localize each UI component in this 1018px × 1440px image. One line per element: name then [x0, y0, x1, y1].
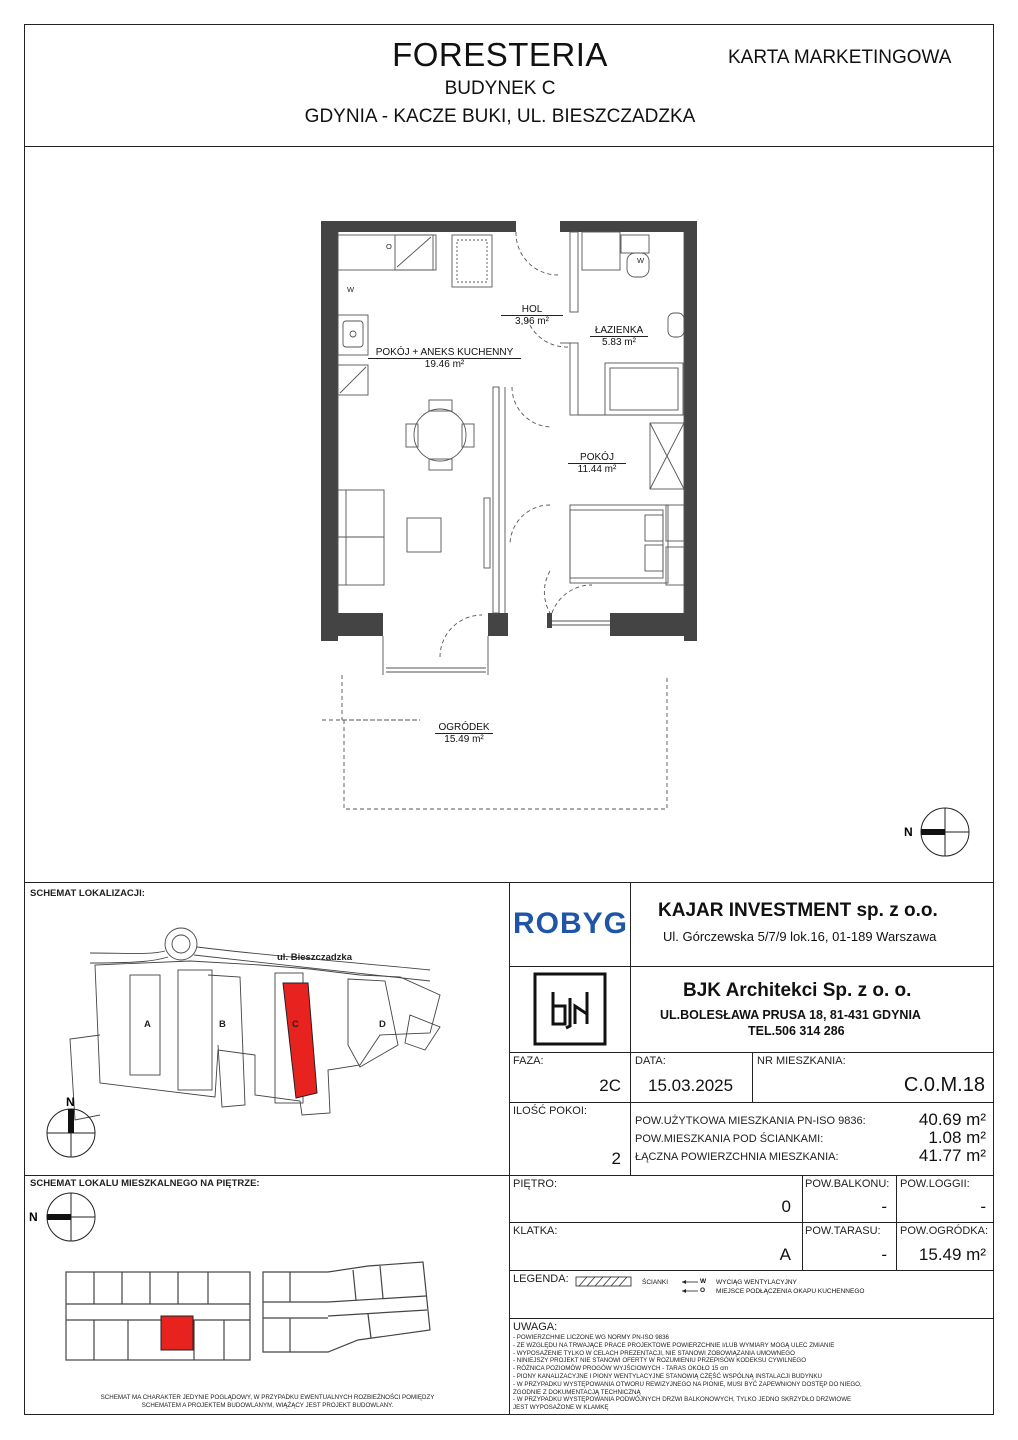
arrow-icon — [680, 1278, 700, 1296]
location-north-label: N — [66, 1095, 75, 1109]
location-compass — [47, 1095, 95, 1157]
building-name: BUDYNEK C — [444, 78, 556, 99]
legend-w-marker: W — [700, 1278, 707, 1285]
floor-north-label: N — [29, 1210, 38, 1224]
remark-line: - W PRZYPADKU WYSTĘPOWANIA OTWORU REWIZYJNEGO NA PIONIE, MUSI BYĆ ZAPEWNIONY DOSTĘP DO NIEGO, — [513, 1380, 862, 1388]
remarks-title: UWAGA: — [513, 1321, 558, 1333]
door-swings — [322, 232, 667, 809]
developer-address: Ul. Górczewska 5/7/9 lok.16, 01-189 Warszawa — [663, 929, 937, 944]
remark-line: - RÓŻNICA POZIOMÓW PROGÓW WYJŚCIOWYCH - TARAS OKOŁO 15 cm — [513, 1365, 729, 1373]
room-label-bathroom: ŁAZIENKA 5.83 m² — [590, 325, 648, 348]
remark-line: - PIONY KANALIZACYJNE I PIONY WENTYLACYJNE STANOWIĄ CZĘŚĆ WSPÓLNĄ INSTALACJI BUDYNKU — [513, 1372, 822, 1380]
remarks-list — [513, 1334, 983, 1412]
rooms-count-label: ILOŚĆ POKOI: — [513, 1105, 587, 1117]
legend-walls: ŚCIANKI — [642, 1279, 669, 1286]
loggia-value: - — [980, 1197, 986, 1216]
card-type: KARTA MARKETINGOWA — [728, 47, 952, 68]
plan-compass — [898, 805, 978, 863]
remark-line: - W PRZYPADKU WYSTĘPOWANIA PODWÓJNYCH DRZWI BALKONOWYCH, TYLKO JEDNO SKRZYDŁO DRZWIOWE — [513, 1396, 852, 1404]
remark-line: - POWIERZCHNIE LICZONE WG NORMY PN-ISO 9836 — [513, 1334, 669, 1341]
date-label: DATA: — [635, 1055, 666, 1067]
building-b-label: B — [219, 1019, 226, 1030]
building-c-label: C — [292, 1019, 299, 1030]
garden-area-label: POW.OGRÓDKA: — [900, 1225, 989, 1237]
room-label-garden: OGRÓDEK 15.49 m² — [435, 722, 493, 745]
staircase-label: KLATKA: — [513, 1225, 558, 1237]
o-marker: O — [386, 242, 392, 251]
floor-value: 0 — [781, 1197, 791, 1216]
legend-title: LEGENDA: — [513, 1273, 569, 1285]
building-a-label: A — [144, 1019, 151, 1030]
usable-area-value: 40.69 m² — [918, 1110, 986, 1129]
interior-lines — [338, 232, 684, 675]
w-marker-bath: W — [637, 256, 645, 265]
building-d-label: D — [379, 1019, 386, 1030]
location-scheme-title: SCHEMAT LOKALIZACJI: — [30, 888, 145, 899]
rooms-count-value: 2 — [611, 1149, 621, 1168]
balcony-label: POW.BALKONU: — [805, 1178, 890, 1190]
floor-label: PIĘTRO: — [513, 1178, 558, 1190]
architect-phone: TEL.506 314 286 — [748, 1024, 845, 1038]
floor-plan — [300, 205, 720, 815]
remark-line: - ZE WZGLĘDU NA TRWAJĄCE PRACE PROJEKTOWE POWIERZCHNIE I/LUB WYMIARY MOGĄ ULEC ZMIANIE — [513, 1341, 835, 1349]
staircase-value: A — [779, 1245, 791, 1264]
room-label-living: POKÓJ + ANEKS KUCHENNY 19.46 m² — [368, 347, 521, 370]
architect-address: UL.BOLESŁAWA PRUSA 18, 81-431 GDYNIA — [660, 1008, 921, 1022]
street-label: ul. Bieszczadzka — [277, 952, 352, 963]
walls-hatch-icon — [575, 1276, 633, 1288]
legend-o-text: MIEJSCE PODŁĄCZENIA OKAPU KUCHENNEGO — [716, 1288, 865, 1295]
unit-number-value: C.0.M.18 — [903, 1074, 985, 1096]
architect-name: BJK Architekci Sp. z o. o. — [683, 980, 912, 1001]
garden-area-value: 15.49 m² — [918, 1245, 986, 1264]
remark-line: - NINIEJSZY PROJEKT NIE STANOWI OFERTY W ROZUMIENIU PRZEPISÓW KODEKSU CYWILNEGO — [513, 1357, 807, 1365]
remark-line: JEST WYPOSAŻONE W KLAMKĘ — [513, 1404, 609, 1412]
faza-value: 2C — [599, 1076, 621, 1095]
terrace-label: POW.TARASU: — [805, 1225, 881, 1237]
under-walls-area-label: POW.MIESZKANIA POD ŚCIANKAMI: — [635, 1133, 824, 1145]
remark-line: ZGODNIE Z DOKUMENTACJĄ TECHNICZNĄ — [513, 1388, 641, 1396]
location-address: GDYNIA - KACZE BUKI, UL. BIESZCZADZKA — [304, 106, 696, 127]
room-label-hol: HOL 3,96 m² — [501, 304, 563, 327]
legend-w-text: WYCIĄG WENTYLACYJNY — [716, 1279, 797, 1286]
north-label: N — [904, 825, 913, 839]
terrace-value: - — [881, 1245, 887, 1264]
room-label-bedroom: POKÓJ 11.44 m² — [568, 452, 626, 475]
w-marker-kitchen: W — [347, 285, 355, 294]
usable-area-label: POW.UŻYTKOWA MIESZKANIA PN-ISO 9836: — [635, 1115, 866, 1127]
total-area-label: ŁĄCZNA POWIERZCHNIA MIESZKANIA: — [635, 1151, 839, 1163]
floor-scheme-title: SCHEMAT LOKALU MIESZKALNEGO NA PIĘTRZE: — [30, 1178, 260, 1189]
developer-name: KAJAR INVESTMENT sp. z o.o. — [658, 900, 938, 921]
location-map — [30, 915, 500, 1175]
legend-o-marker: O — [700, 1287, 706, 1294]
bjk-logo — [533, 972, 607, 1046]
unit-highlight — [161, 1316, 193, 1350]
faza-label: FAZA: — [513, 1055, 544, 1067]
total-area-value: 41.77 m² — [918, 1146, 986, 1165]
header-divider — [24, 146, 994, 147]
unit-number-label: NR MIESZKANIA: — [757, 1055, 846, 1067]
floor-compass — [29, 1193, 95, 1241]
balcony-value: - — [881, 1197, 887, 1216]
wo-markers — [347, 242, 645, 294]
floor-scheme-map — [28, 1190, 498, 1390]
project-title: FORESTERIA — [392, 36, 608, 73]
robyg-logo: ROBYG — [513, 907, 629, 940]
scheme-note: SCHEMAT MA CHARAKTER JEDYNIE POGLĄDOWY, W PRZYPADKU EWENTUALNYCH ROZBIEŻNOŚCI POMIĘDZY SCHEMATEM A PROJEKTEM BUDOWLANYM, WIĄŻĄCY JEST PROJEKT BUDOWLANY. — [100, 1394, 435, 1409]
date-value: 15.03.2025 — [648, 1076, 734, 1095]
remark-line: - WYPOSAŻENIE TYLKO W CELACH PREZENTACJI, NIE STANOWI ZOBOWIĄZANIA UMOWNEGO — [513, 1349, 795, 1357]
under-walls-area-value: 1.08 m² — [928, 1128, 986, 1147]
building-c-highlight — [283, 983, 317, 1098]
loggia-label: POW.LOGGII: — [900, 1178, 970, 1190]
